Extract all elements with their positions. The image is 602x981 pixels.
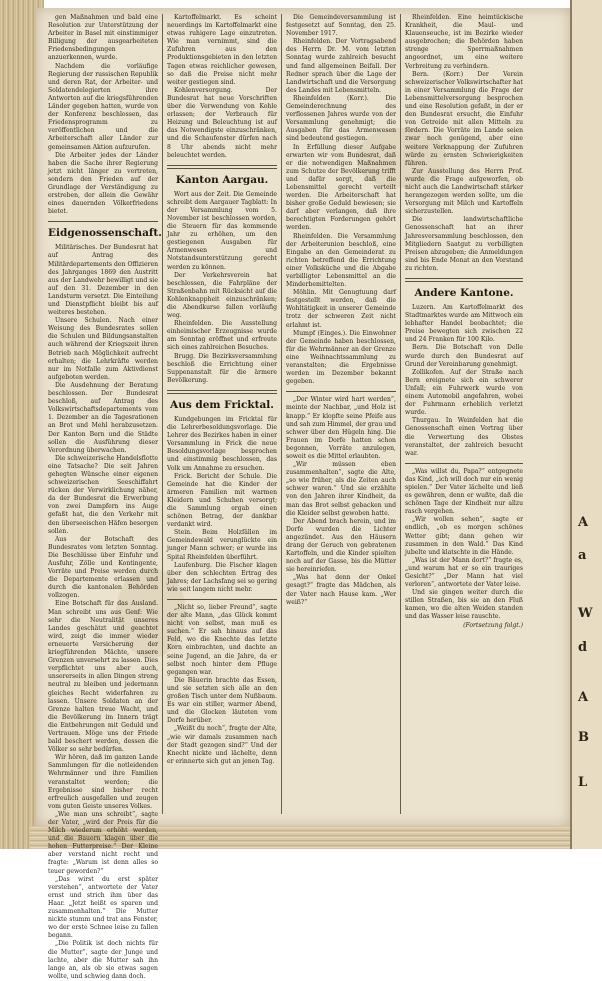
article-paragraph: Zur Ausstellung des Herrn Prof. wurde die Frage aufgeworfen, ob nicht auch die Landwirtschaft stärker herangezogen werden sollte, um die Versorgung mit Milch und Kartoffeln sicherzustellen. [405, 167, 523, 216]
facing-page-letter: A [578, 515, 589, 530]
article-paragraph: Wir hören, daß im ganzen Lande Sammlungen für die notleidenden Wehrmänner und ihre Familien veranstaltet werden; die Ergebnisse sind bisher recht erfreulich ausgefallen und zeugen vom guten Geiste unseres Volkes. [48, 754, 158, 810]
section-heading-kanton-aargau: Kanton Aargau. [175, 173, 269, 186]
divider [167, 390, 277, 394]
facing-page-letter: W [578, 606, 593, 621]
column-rule [281, 14, 282, 814]
article-paragraph: „Wir wollen sehen“, sagte er endlich, „ob es morgen schönes Wetter gibt; dann gehen wir zusammen in den Wald.“ Das Kind jubelte und klatschte in die Hände. [405, 516, 523, 556]
article-paragraph: Möhlin. Mit Genugtuung darf festgestellt werden, daß die Wohltätigkeit in unserer Gemeinde trotz der schweren Zeit nicht erlahmt ist. [286, 289, 396, 329]
article-paragraph: Kartoffelmarkt. Es scheint neuerdings im Kartoffelmarkt eine etwas ruhigere Lage einzutreten. Wie man vernimmt, sind die Zufuhren aus den Produktionsgebieten in den letzten Tagen etwas reichlicher gewesen, so daß die Preise nicht mehr weiter gestiegen sind. [167, 14, 277, 86]
article-paragraph: „Was willst du, Papa?“ entgegnete das Kind, „ich will doch nur ein wenig spielen.“ Der Vater lächelte und ließ es gewähren, denn er wußte, daß die schönen Tage der Kindheit nur allzu rasch vergehen. [405, 467, 523, 516]
facing-page-letter: d [578, 640, 588, 655]
article-paragraph: „Der Winter wird hart werden“, meinte der Nachbar, „und Holz ist knapp.“ Er klopfte seine Pfeife aus und sah zum Himmel, der grau und schwer über den Hügeln hing. Die Frauen im Dorfe hatten schon begonnen, Vorräte anzulegen, soweit es die Mittel erlaubten. [286, 396, 396, 460]
article-paragraph: „Die Politik ist doch nichts für die Mutter“, sagte der Junge und lachte, aber die Mutter sah ihn lange an, als ob sie etwas sagen wollte, und schwieg dann doch. [48, 940, 158, 980]
divider [405, 463, 523, 464]
article-paragraph: Bern. (Korr.) Der Verein schweizerischer Volkswirtschafter hat in einer Versammlung die Frage der Lebensmittelversorgung besprochen und eine Resolution gefaßt, in der er den Bundesrat ersucht, die Einfuhr von Getreide mit allen Mitteln zu fördern. Die Vorräte im Lande seien zwar noch genügend, aber eine weitere Verknappung der Zufuhren würde zu ernsten Schwierigkeiten führen. [405, 70, 523, 167]
article-paragraph: „Das wirst du erst später verstehen“, antwortete der Vater ernst und strich ihm über das Haar. „Jetzt heißt es sparen und zusammenhalten.“ Die Mutter nickte stumm und trat ans Fenster, wo der erste Schnee leise zu fallen begann. [48, 875, 158, 940]
divider [48, 221, 158, 222]
article-paragraph: Aus der Botschaft des Bundesrates vom letzten Sonntag. Die Beschlüsse über Einfuhr und Ausfuhr, Zölle und Kontingente, Vorräte und Preise werden durch die Departemente erlassen und durch die kantonalen Behörden vollzogen. [48, 535, 158, 600]
article-paragraph: „Wir müssen eben zusammenhalten“, sagte die Alte, „so wie früher, als die Zeiten auch schwer waren.“ Und sie erzählte von den Jahren ihrer Kindheit, da man das Brot selbst gebacken und die Kleider selbst gewoben hatte. [286, 461, 396, 517]
article-paragraph: Die Arbeiter jedes der Länder haben die Sache ihrer Regierung jetzt nicht länger zu vertreten, sondern den Frieden auf der Grundlage der Verständigung zu erstreben, der allein die Gewähr eines dauernden Völkerfriedens bietet. [48, 151, 158, 216]
article-paragraph: Luzern. Am Kartoffelmarkt des Stadtmarktes wurde am Mittwoch ein lebhafter Handel beobachtet; die Preise bewegten sich zwischen 22 und 24 Franken für 100 Kilo. [405, 304, 523, 344]
facing-page-letter: A [578, 690, 589, 705]
article-paragraph: Frick. Bericht der Schule. Die Gemeinde hat die Kinder der ärmeren Familien mit warmen Kleidern und Schuhen versorgt; die Sammlung ergab einen schönen Betrag, der dankbar verdankt wird. [167, 472, 277, 529]
article-paragraph: Der Abend brach herein, und im Dorfe wurden die Lichter angezündet. Aus den Häusern drang der Geruch von gebratenen Kartoffeln, und die Kinder spielten noch auf der Gasse, bis die Mütter sie hereinriefen. [286, 517, 396, 574]
article-paragraph: Nachdem die vorläufige Regierung der russischen Republik und deren Rat, der Arbeiter- und Soldatendelegierten ihre Antworten auf die kriegsführenden Länder gegeben hatten, wurde von der Konferenz beschlossen, das Friedensprogramm zu veröffentlichen und die Arbeiterschaft aller Länder zur gemeinsamen Aktion aufzurufen. [48, 62, 158, 151]
article-paragraph: Stein. Beim Holzfällen im Gemeindewald verunglückte ein junger Mann schwer; er wurde ins Spital Rheinfelden überführt. [167, 529, 277, 561]
divider [167, 599, 277, 600]
article-paragraph: Rheinfelden. Die Versammlung der Arbeiterunion beschloß, eine Eingabe an den Gemeinderat zu richten betreffend die Errichtung einer Volksküche und die Abgabe verbilligter Lebensmittel an die Minderbemittelten. [286, 232, 396, 289]
column-rule [400, 14, 401, 814]
column-3 [286, 14, 396, 814]
article-paragraph: „Weißt du noch“, fragte der Alte, „wie wir damals zusammen nach der Stadt gezogen sind?“ Und der Knecht nickte und lächelte, denn er erinnerte sich gut an jenen Tag. [167, 725, 277, 765]
article-paragraph: gen Maßnahmen und bald eine Resolution zur Unterstützung der Arbeiter in Basel mit einstimmiger Billigung der ausgearbeiteten Friedensbedingungen anzuerkennen, wurde. [48, 14, 158, 62]
divider [286, 391, 396, 392]
article-paragraph: Eine Botschaft für das Ausland. Man schreibt uns aus Genf: Wie sehr die Neutralität unseres Landes geschätzt und geachtet wird, zeigt die immer wieder erneuerte Versicherung der kriegführenden Mächte, unsere Grenzen unversehrt zu lassen. Dies verpflichtet uns aber auch, unsererseits in allen Dingen streng neutral zu bleiben und jedermann gleiches Recht widerfahren zu lassen. Unsere Soldaten an der Grenze halten treue Wacht, und die Bevölkerung im Innern trägt die Entbehrungen mit Geduld und Vertrauen. Möge uns der Friede bald beschert werden, dessen die Völker so sehr bedürfen. [48, 600, 158, 754]
article-paragraph: Rheinfelden (Korr.). Die Gemeinderechnung des verflossenen Jahres wurde von der Versammlung genehmigt; die Ausgaben für das Armenwesen sind bedeutend gestiegen. [286, 94, 396, 143]
facing-page-letter: L [578, 775, 588, 790]
article-paragraph: Kundgebungen im Fricktal für die Lehrerbesoldungsvorlage. Die Lehrer des Bezirkes haben in einer Versammlung in Frick die neue Besoldungsvorlage besprochen und einstimmig beschlossen, das Volk um Annahme zu ersuchen. [167, 415, 277, 472]
facing-page-letter: a [578, 548, 587, 563]
section-heading-fricktal: Aus dem Fricktal. [170, 398, 274, 411]
column-2 [167, 14, 277, 814]
article-paragraph: „Wie man uns schreibt“, sagte der Vater, „wird der Preis für die Milch wiederum erhöht werden, und die Bauern klagen über die hohen Futterpreise.“ Der Kleine aber verstand nicht recht und fragte: „Warum ist denn alles so teuer geworden?“ [48, 810, 158, 875]
article-paragraph: Militärisches. Der Bundesrat hat auf Antrag des Militärdepartements den Offizieren des Jahrganges 1869 den Austritt aus der Landwehr bewilligt und sie auf den 31. Dezember in den Landsturm versetzt. Die Einteilung und Dienstpflicht bleibt bis auf weiteres bestehen. [48, 244, 158, 317]
column-rule [162, 14, 163, 814]
section-heading-andere-kantone: Andere Kantone. [414, 287, 514, 299]
article-paragraph: „Was ist der Mann dort?“ fragte es, „und warum hat er so ein trauriges Gesicht?“ „Der Mann hat viel verloren“, antwortete der Vater leise. [405, 556, 523, 589]
article-paragraph: Brugg. Die Bezirksversammlung beschloß die Errichtung einer Suppenanstalt für die ärmere Bevölkerung. [167, 352, 277, 384]
article-paragraph: Mumpf (Einges.). Die Einwohner der Gemeinde haben beschlossen, für die Wehrmänner an der Grenze eine Weihnachtssammlung zu veranstalten; die Ergebnisse werden im Dezember bekannt gegeben. [286, 329, 396, 386]
article-paragraph: Die landwirtschaftliche Genossenschaft hat an ihrer Jahresversammlung beschlossen, den Mitgliedern Saatgut zu verbilligten Preisen abzugeben; die Anmeldungen sind bis Ende Monat an den Vorstand zu richten. [405, 216, 523, 272]
article-paragraph: Unsere Schulen. Nach einer Weisung des Bundesrates sollen die Schulen und Bildungsanstalten auch während der Kriegszeit ihren Betrieb nach Möglichkeit aufrecht erhalten; die Lehrkräfte werden nur im Notfalle zum Aktivdienst aufgeboten werden. [48, 317, 158, 381]
article-paragraph: „Nicht so, lieber Freund“, sagte der alte Mann, „das Glück kommt nicht von selbst, man muß es suchen.“ Er sah hinaus auf das Feld, wo die Knechte das letzte Korn einbrachten, und dachte an seine Jugend, an die Jahre, da er selbst noch hinter dem Pfluge gegangen war. [167, 604, 277, 676]
column-4 [405, 14, 523, 814]
divider [405, 278, 523, 282]
section-heading-eidgenossenschaft: Eidgenossenschaft. [48, 227, 162, 240]
continuation-note: (Fortsetzung folgt.) [463, 621, 523, 629]
article-paragraph: Zollikofen. Auf der Straße nach Bern ereignete sich ein schwerer Unfall; ein Fuhrwerk wurde von einem Automobil angefahren, wobei der Fuhrmann erheblich verletzt wurde. [405, 368, 523, 417]
article-paragraph: Der Verkehrsverein hat beschlossen, die Fahrpläne der Straßenbahn mit Rücksicht auf die Kohlenknappheit einzuschränken; die Abendkurse fallen vorläufig weg. [167, 271, 277, 320]
article-paragraph: In Erfüllung dieser Aufgabe erwarten wir vom Bundesrat, daß er die notwendigen Maßnahmen zum Schutze der Bevölkerung trifft und dafür sorgt, daß die Lebensmittel gerecht verteilt werden. Die Arbeiterschaft hat bisher große Geduld bewiesen; sie darf aber verlangen, daß ihre berechtigten Forderungen gehört werden. [286, 143, 396, 232]
article-paragraph: Laufenburg. Die Fischer klagen über den schlechten Ertrag des Jahres; der Lachsfang sei so gering wie seit langem nicht mehr. [167, 561, 277, 593]
article-paragraph: Die Ausdehnung der Beratung beschlossen. Der Bundesrat beschloß, auf Antrag des Volkswirtschaftsdepartements vom 1. Dezember an die Tagesrationen an Brot und Mehl herabzusetzen. Der Kanton Bern und die Städte sollen die Ausführung dieser Verordnung überwachen. [48, 381, 158, 454]
article-paragraph: Die schweizerische Handelsflotte eine Tatsache? Die seit Jahren gehegten Wünsche einer eigenen schweizerischen Seeschiffahrt rücken der Verwirklichung näher, da der Bundesrat die Erwerbung von zwei Dampfern ins Auge gefaßt hat, die den Verkehr mit den überseeischen Häfen besorgen sollen. [48, 454, 158, 535]
article-paragraph: Die Gemeindeversammlung ist festgesetzt auf Sonntag, den 25. November 1917. [286, 14, 396, 38]
article-paragraph: Wort aus der Zeit. Die Gemeinde schreibt dem Aargauer Tagblatt: In der Versammlung vom 5. November ist beschlossen worden, die Steuern für das kommende Jahr zu erhöhen, um den gestiegenen Ausgaben für Armenwesen und Notstandsunterstützung gerecht werden zu können. [167, 190, 277, 271]
column-1 [48, 14, 162, 980]
facing-page-letter: B [578, 730, 589, 745]
article-paragraph: Thurgau. In Weinfelden hat die Genossenschaft einen Vortrag über die Verwertung des Obstes veranstaltet, der zahlreich besucht war. [405, 417, 523, 457]
article-paragraph: Kohlenversorgung. Der Bundesrat hat neue Vorschriften über die Verwendung von Kohle erlassen; der Verbrauch für Heizung und Beleuchtung ist auf das Notwendigste einzuschränken, und die Schaufenster dürfen nach 8 Uhr abends nicht mehr beleuchtet werden. [167, 86, 277, 159]
article-paragraph: Rheinfelden. Eine heimtückische Krankheit, die Maul- und Klauenseuche, ist im Bezirke wieder ausgebrochen; die Behörden haben strenge Sperrmaßnahmen angeordnet, um eine weitere Verbreitung zu verhindern. [405, 14, 523, 70]
article-paragraph: Rheinfelden. Die Ausstellung einheimischer Erzeugnisse wurde am Sonntag eröffnet und erfreute sich eines zahlreichen Besuches. [167, 320, 277, 352]
article-paragraph: „Was hat denn der Onkel gesagt?“ fragte das Mädchen, als der Vater nach Hause kam. „Wer weiß?“ [286, 574, 396, 606]
article-paragraph: Die Bäuerin brachte das Essen, und sie setzten sich alle an den großen Tisch unter dem Nußbaum. Es war ein stiller, warmer Abend, und die Glocken läuteten vom Dorfe herüber. [167, 676, 277, 725]
article-paragraph: Bern. Die Botschaft von Delle wurde durch den Bundesrat auf Grund der Vereinbarung genehmigt. [405, 344, 523, 368]
divider [167, 165, 277, 169]
article-paragraph: Und sie gingen weiter durch die stillen Straßen, bis sie an den Fluß kamen, wo die alten Weiden standen und das Wasser leise rauschte. [405, 589, 523, 621]
article-paragraph: Rheinfelden. Der Vortragsabend des Herrn Dr. M. vom letzten Sonntag wurde zahlreich besucht und fand allgemeinen Beifall. Der Redner sprach über die Lage der Landwirtschaft und die Versorgung des Landes mit Lebensmitteln. [286, 38, 396, 94]
facing-page-fragment [570, 0, 602, 849]
